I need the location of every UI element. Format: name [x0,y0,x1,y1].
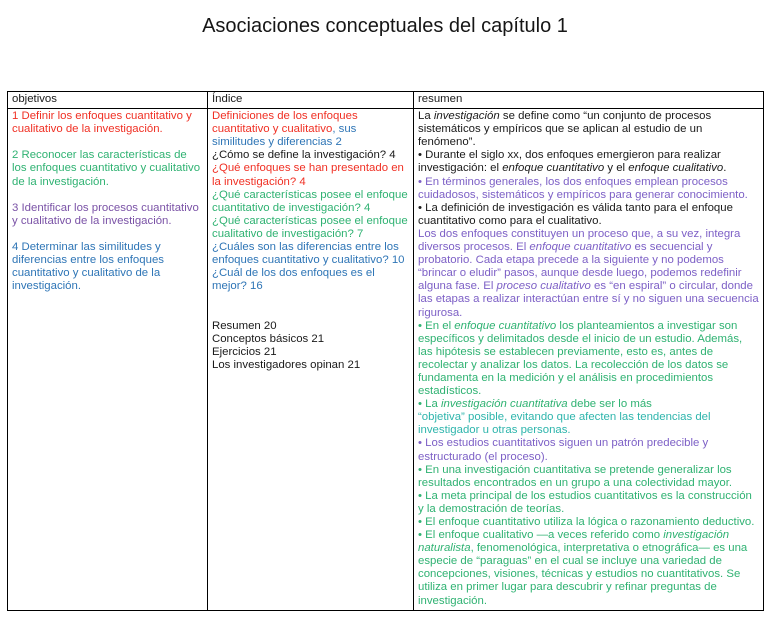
text-run: investigación cuantitativa [441,398,568,411]
text-run: ¿Cómo se define la investigación? 4 [212,149,396,162]
text-run: • La [418,398,441,411]
paragraph [418,110,759,149]
column-header-objetivos: objetivos [8,92,208,109]
table-header-row [8,92,764,109]
paragraph [212,333,409,346]
text-run: 3 Identificar los procesos cuantitativo y cualitativo de la investigación. [12,201,199,227]
text-run: proceso cualitativo [496,280,591,293]
text-run: La [418,110,434,123]
text-run: enfoque cualitativo [628,162,724,175]
text-run: Definiciones de los enfoques cuantitativo y cualitativo [212,110,358,136]
paragraph [12,110,203,136]
text-run: Los investigadores opinan 21 [212,358,361,371]
text-run: enfoque cuantitativo [529,241,632,254]
page-title: Asociaciones conceptuales del capítulo 1 [202,15,568,37]
paragraph [212,189,409,215]
paragraph [418,529,759,608]
paragraph [418,437,759,463]
paragraph [418,149,759,175]
paragraph [418,228,759,320]
text-run: • En el [418,319,455,332]
paragraph [418,320,759,399]
text-run: 1 Definir los enfoques cuantitativo y cualitativo de la investigación. [12,110,192,136]
text-run: • Durante el siglo xx, dos enfoques emergieron para realizar investigación: el [418,149,721,175]
text-run: ¿Qué características posee el enfoque cuantitativo de investigación? 4 [212,188,408,214]
text-run: investigación [433,110,500,123]
paragraph [212,320,409,333]
paragraph [212,267,409,293]
text-run: 4 Determinar las similitudes y diferencias entre los enfoques cuantitativo y cualitativo de la investigación. [12,241,164,293]
text-run: ¿Cuáles son las diferencias entre los enfoques cuantitativo y cualitativo? 10 [212,241,405,267]
text-run: enfoque cuantitativo [454,319,557,332]
text-run: • El enfoque cualitativo —a veces referido como [418,529,664,542]
paragraph [12,202,203,228]
text-run: Resumen 20 [212,319,277,332]
text-run: “objetiva” posible, evitando que afecten las tendencias del investigador u otras personas. [418,411,711,437]
text-run: • La definición de investigación es válida tanto para el enfoque cuantitativo como para el cualitativo. [418,201,733,227]
text-run: ¿Qué características posee el enfoque cualitativo de investigación? 7 [212,214,408,240]
text-run: Los dos enfoques constituyen un proceso que, a su vez, integra diversos procesos. El [418,227,741,254]
concept-table [7,91,764,611]
column-header-indice: Índice [208,92,414,109]
text-run: Conceptos básicos 21 [212,332,325,345]
paragraph [418,490,759,516]
paragraph [418,176,759,202]
paragraph [212,215,409,241]
text-run: investigación naturalista [418,529,730,555]
paragraph [12,149,203,188]
text-run: los planteamientos a investigar son específicos y delimitados desde el inicio de un estudio. Además, las hipótesis se establecen previamente, esto es, antes de recolectar y analizar los datos. La recolección de los datos se fundamenta en la medición y el análisis en procedimientos estadísticos. [418,319,743,398]
table-content-row [8,109,764,611]
text-run: se define como “un conjunto de procesos sistemáticos y empíricos que se aplican al estudio de un fenómeno”. [418,110,712,149]
paragraph [418,202,759,228]
text-run: ¿Cuál de los dos enfoques es el mejor? 16 [212,267,375,293]
text-run: • En términos generales, los dos enfoques emplean procesos cuidadosos, sistemáticos y empíricos para generar conocimiento. [418,175,748,201]
text-run: es secuencial y probatorio. Cada etapa precede a la siguiente y no podemos “brincar o eludir” pasos, aunque desde luego, podemos redefinir alguna fase. El [418,241,742,293]
paragraph [212,149,409,162]
text-run: • El enfoque cuantitativo utiliza la lógica o razonamiento deductivo. [418,516,755,528]
paragraph [12,241,203,293]
text-run: , sus similitudes y diferencias 2 [212,123,357,149]
text-run: . [723,162,727,175]
text-run: enfoque cuantitativo [502,162,605,175]
paragraph [418,464,759,490]
paragraph [212,346,409,359]
paragraph [212,241,409,267]
paragraph [418,398,759,437]
column-header-resumen: resumen [414,92,764,109]
text-run: • Los estudios cuantitativos siguen un patrón predecible y estructurado (el proceso). [418,437,709,463]
paragraph [212,359,409,372]
paragraph [418,516,759,529]
text-run: Ejercicios 21 [212,345,277,358]
text-run: • En una investigación cuantitativa se pretende generalizar los resultados encontrados en un grupo a una colectividad mayor. [418,463,733,489]
text-run: , fenomenológica, interpretativa o etnográfica— es una especie de “paraguas” en el cual se incluye una variedad de concepciones, visiones, técnicas y estudios no cuantitativos. Se utiliza en primer lugar para descubrir y refinar preguntas de investigación. [418,542,748,607]
text-run: y el [604,162,629,175]
text-run: ¿Qué enfoques se han presentado en la investigación? 4 [212,162,404,188]
indice-cell [208,109,414,611]
paragraph [212,162,409,188]
resumen-cell [414,109,764,611]
text-run: es “en espiral” o circular, donde las etapas a realizar interactúan entre sí y no siguen una secuencia rigurosa. [418,280,759,319]
text-run: 2 Reconocer las características de los enfoques cuantitativo y cualitativo de la investigación. [12,149,201,188]
text-run: debe ser lo más [567,398,652,411]
text-run: • La meta principal de los estudios cuantitativos es la construcción y la demostración de teorías. [418,489,752,515]
objetivos-cell [8,109,208,611]
paragraph [212,110,409,149]
